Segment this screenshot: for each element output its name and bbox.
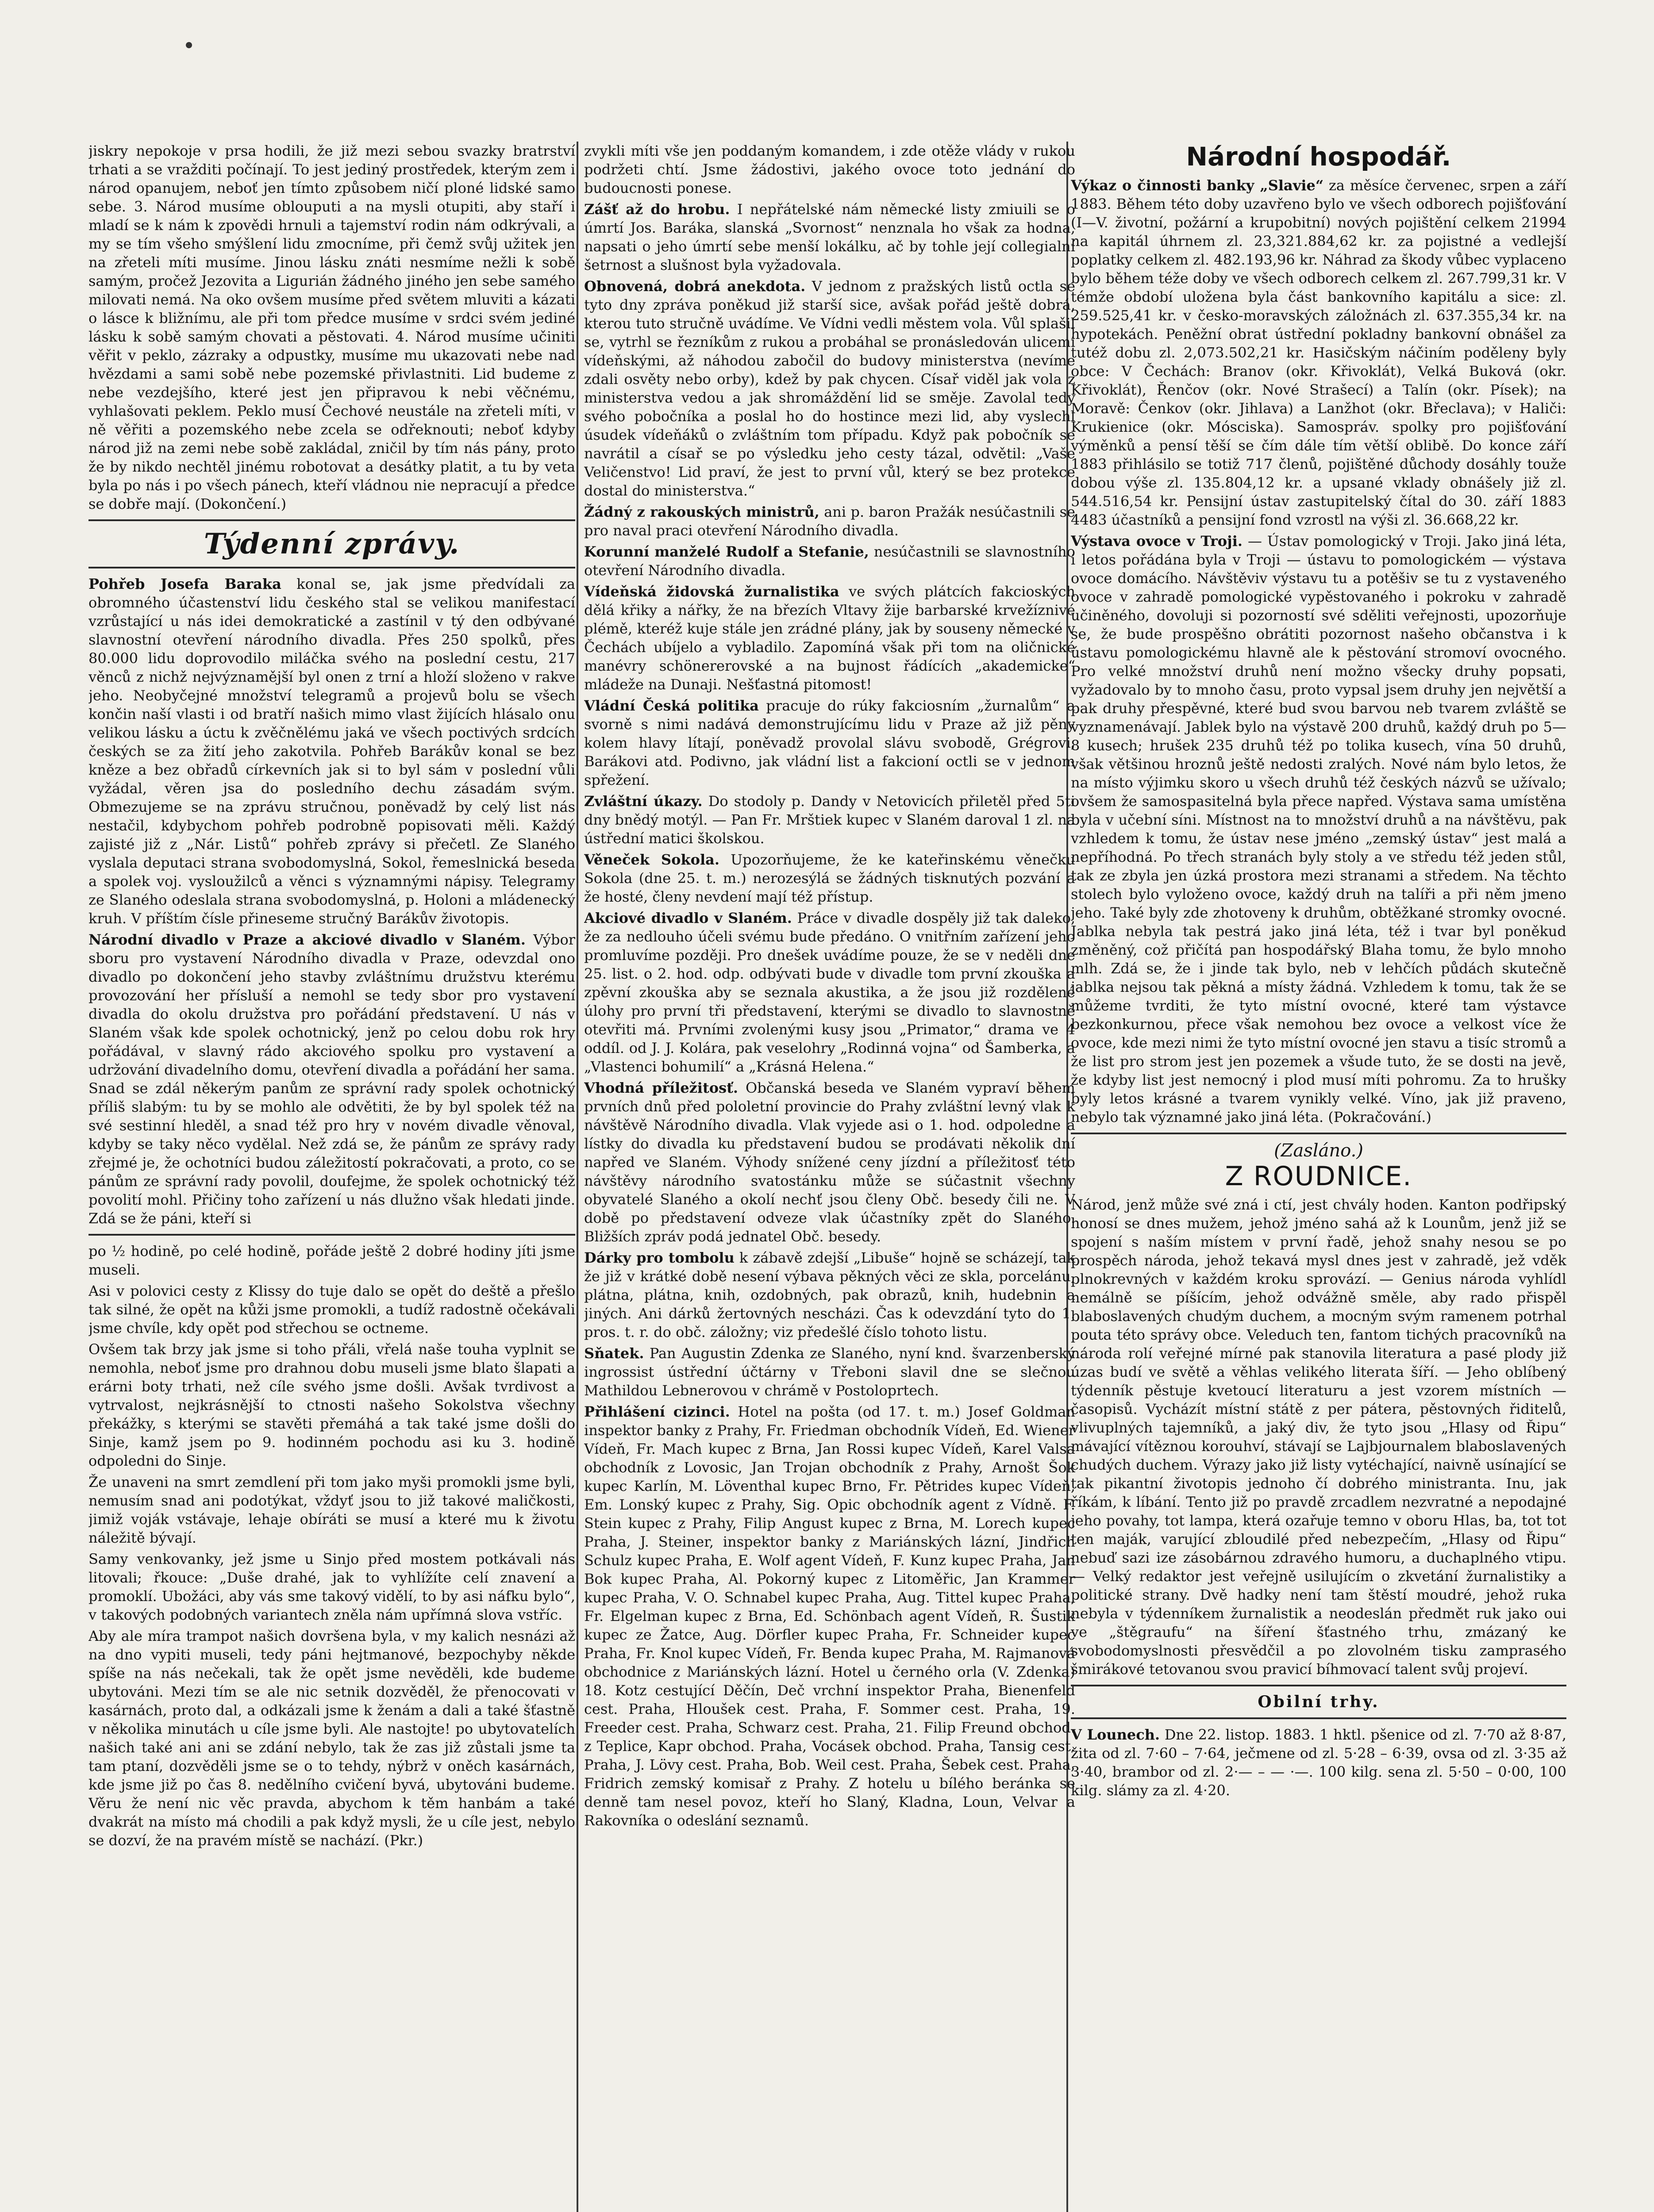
letter-paragraph: Národ, jenž může své zná i ctí, jest chvály hoden. Kanton podřipský honosí se dnes mužem, jehož jméno sahá až k Lounům, jenž již se spojení s naším místem v první řadě, jehož snahy nesou se po prospěch národa, jehož tekavá mysl dnes jest v zahradě, jež vděk plnokrevných v každém kroku sprovází. — Genius národa vyhlídl nemálně se píšícím, jehož odvážně směle, aby rado přispěl blaboslavených chudým duchem, a mocným svým ramenem potrhal pouta této správy obce. Veleduch ten, fantom tichých pracovníků na národa rolí veřejné mírné pak stanovila literatura a pasé plody již úzas budí ve světě a věhlas velikého literata šíří. — Jeho oblíbený týdenník pěstuje kvetoucí literaturu a jest vzorem místních — časopisů. Vycházít místní státě z per pátera, pěstovných řiditelů, vlivuplných tajemníků, a jaký div, že tyto jsou „Hlasy od Řipu“ mávající vítěznou korouhví, stávají se Lajbjournalem blaboslavených chudých duchem. Výrazy jako již listy vytéchající, naivně usínající se tak pikantní životopis jednoho čí dobrého ministranta. Inu, jak říkám, k líbání. Tento již po pravdě zrcadlem nezvratné a nepodajné jeho povahy, tot lampa, která ozařuje temno v oboru Hlas, ba, tot tot ten maják, varující zbloudilé před nebezpečím, „Hlasy od Řipu“ nebuď sazi ize zásobárnou zdravého humoru, a duchaplného vtipu. — Velký redaktor jest veřejně usilujícím o zkvetání žurnalistiky a politické strany. Dvě hadky není tam štěstí moudré, jehož ruka nebyla v týdenníkem žurnalistik a neodeslán předmět ruk jako oui ve „štěgraufu“ na šíření šťastného trhu, zmázaný ke svobodomyslnosti přesvědčil a po zlovolném tisku zamprasého šmirákové tetovanou svou pravicí bíhmovací talent svůj projeví. [1071,1196,1566,1678]
news-item-lead: Vídeňská židovská žurnalistika [584,583,839,600]
section-divider [1071,1685,1566,1686]
economy-item-text: za měsíce červenec, srpen a září 1883. Během této doby uzavřeno bylo ve všech odborech pojišťování (I—V. životní, požární a krupobitní) nových pojištění celkem 21994 na kapitál úhrnem zl. 23,321.884,62 kr. za pojistné a vedlejší poplatky celkem zl. 482.193,96 kr. Náhrad za škody vůbec vyplaceno bylo během téže doby ve všech odborech celkem zl. 267.799,31 kr. V témže období uložena byla část bankovního kapitálu a sice: zl. 259.525,41 kr. v česko-moravských záložnách zl. 637.355,34 kr. na hypotekách. Peněžní obrat ústřední pokladny bankovní obnášel za tutéž dobu zl. 2,073.502,21 kr. Hasičským náčiním poděleny byly obce: V Čechách: Branov (okr. Křivoklát), Velká Buková (okr. Křivoklát), Řenčov (okr. Nové Strašecí) a Talín (okr. Písek); na Moravě: Čenkov (okr. Jihlava) a Lanžhot (okr. Břeclava); v Haliči: Krukienice (okr. Mósciska). Samospráv. spolky pro pojišťování výměnků a pensí těší se čím dále tím větší oblibě. Do konce září 1883 přihlásilo se totiž 717 členů, pojištěné důchody dosáhly touže dobou výše zl. 135.804,12 kr. a upsané vklady obnášely již zl. 544.516,54 kr. Pensijní ústav zastupitelský čítal do 30. září 1883 4483 účastníků a pensijní fond vzrostl na výši zl. 36.668,22 kr. [1071,177,1566,528]
news-item-lead: Korunní manželé Rudolf a Stefanie, [584,543,869,560]
article-continuation: zvykli míti vše jen poddaným komandem, i zde otěže vlády v rukou podržeti chtí. Jsme žádostivi, jakého ovoce toto jednání do budoucnosti ponese. [584,142,1075,196]
news-item-lead: Vhodná příležitosť. [584,1079,739,1096]
news-item [584,1079,1075,1246]
news-item [88,575,575,928]
travel-paragraph: Aby ale míra trampot našich dovršena byla, v my kalich nesnázi až na dno vypiti museli, tedy páni hejtmanové, bezpochyby někde spíše na nás nečekali, tak že opět jsme nevěděli, kde budeme ubytováni. Mezi tím se ale nic setnik dozvěděl, že přenocovati v kasárnách, proto dal, a odkázali jsme k ženám a dali a také šťastně v několika minutách u cíle jsme byli. Ale nastojte! po ubytovatelích našich také ani ani se zdání nebylo, tak že zas již zůstali jsme ta tam ptaní, dozvěděli jsme se o to tehdy, nýbrž v oněch kasárnách, kde jsme již po čas 8. nedělního cvičení byvá, ubytováni budeme. Věru že není nic věc pravda, abychom k těm hanbám a také dvakrát na místo má chodili a pak když mysli, že u cíle jest, nebylo se dozví, že na pravém místě se nachází. (Pkr.) [88,1628,575,1849]
news-item [584,1344,1075,1400]
section-divider [88,567,575,568]
section-divider [1071,1717,1566,1719]
section-title: Národní hospodář. [1186,142,1451,172]
section-title: Týdenní zprávy. [204,527,460,561]
news-item [584,542,1075,580]
news-item-text: I nepřátelské nám německé listy zmiuili se o úmrtí Jos. Baráka, slanská „Svornost“ nenznala ho však za hodna, napsati o jeho úmrtí sebe menší lokálku, ač by tohle její collegialní šetrnost a slušnost byla vyžadovala. [584,201,1075,273]
column-middle [584,142,1075,2212]
news-item-text: Občanská beseda ve Slaném vypraví během prvních dnů před pololetní provincie do Prahy zvláštní levný vlak k návštěvě Národního divadla. Vlak vyjede asi o 1. hod. odpoledne a lístky do divadla ku představení budou se prodávati několik dní napřed ve Slaném. Výhody snížené ceny jízdní a příležitosť této návštěvy národního svatostánku může se súčastnit všechny obyvatelé Slaného a okolí nechť jsou členy Obč. besedy čili ne. V době po představení odveze vlak účastníky zpět do Slaného. Bližších zpráv podá jednatel Obč. besedy. [584,1079,1075,1245]
economy-item [1071,176,1566,529]
news-item-text: Práce v divadle dospěly již tak daleko, že za nedlouho účeli svému bude předáno. O vnitřním zařízení jeho promluvíme později. Pro dnešek uvádíme pouze, že se v neděli dne 25. list. o 2. hod. odp. odbývati bude v divadle tom první zkouška a zpěvní zkouška aby se seznala akustika, a že jsou již rozdělené úlohy pro první tři představení, kterými se divadlo to slavnostně otevřiti má. Prvními zvolenými kusy jsou „Primator,“ drama ve 4 oddíl. od J. J. Kolára, pak veselohry „Rodinná vojna“ od Šamberka, a „Vlastenci bohumilí“ a „Krásná Helena.“ [584,910,1075,1075]
news-item-text: pracuje do rúky fakciosním „žurnalům“ a svorně s nimi nadává demonstrujícímu lidu v Praze až již pěny kolem hlavy lítají, poněvadž provolal slávu svobodě, Grégrovi, Barákovi atd. Podivno, jak vládní list a fakcioní octli se v jednom spřežení. [584,697,1075,788]
news-item-text: k zábavě zdejší „Libuše“ hojně se scházejí, tak že již v krátké době nesení výbava pěkných věci ze skla, porcelánu, plátna, plátna, knih, ozdobných, pak obrazů, knih, hudebnin a jiných. Ani dárků žertovných nescházi. Čas k odevzdání tyto do 1. pros. t. r. do obč. záložny; viz předešlé číslo tohoto listu. [584,1249,1075,1340]
news-item-text: V jednom z pražských listů octla se tyto dny zpráva poněkud již starší sice, avšak pořád ještě dobrá, kterou tuto stručně uvádíme. Ve Vídni vedli městem vola. Vůl splašil se, vytrhl se řezníkům z rukou a probáhal se pronásledován ulicemi vídeňskými, až náhodou zabočil do budovy ministerstva (nevíme zdali osvěty nebo orby), kdež by pak chycen. Císař viděl jak vola z ministerstva vedou a jak shromáždění lid se směje. Zavolal tedy svého pobočníka a poslal ho do hostince mezi lid, aby vyslechl úsudek vídeňáků o zvláštním tom případu. Když pak pobočník se navrátil a císař se po výsledku jeho cesty tázal, odvětil: „Vaše Veličenstvo! Lid praví, že jest to první vůl, který se bez protekce dostal do ministerstva.“ [584,278,1075,499]
market-item-text: Dne 22. listop. 1883. 1 hktl. pšenice od zl. 7·70 až 8·87, žita od zl. 7·60 – 7·64, ječmene od zl. 5·28 – 6·39, ovsa od zl. 3·35 až 3·40, brambor od zl. 2·— – — ·—. 100 kilg. sena zl. 5·50 – 0·00, 100 kilg. slámy za zl. 4·20. [1071,1726,1566,1799]
news-item-lead: Akciové divadlo v Slaném. [584,910,792,926]
news-item-text: konal se, jak jsme předvídali za obromného účastenství lidu českého stal se velikou manifestací vzrůstající u nás idei demokratické a zastínil v tý den odbývané slavnostní otevření národního divadla. Přes 250 spolků, přes 80.000 lidu doprovodilo miláčka svého na poslední cestu, 217 věnců z nichž nejvýznamější byl onen z trní a hloží složeno v rakve jeho. Neobyčejné množství telegramů a projevů bolu se všech končin naší vlasti i od bratří našich mimo vlast žijících hlásalo onu velikou lásku a úctu k zvěčnělému jaká ve všech poctivých srdcích českých se za žití jeho zakotvila. Pohřeb Barákův konal se bez kněze a bez obřadů církevních jak si to byl sám v poslední vůli vyžádal, věren jsa do posledního dechu zásadám svým. Obmezujeme se na zprávu stručnou, poněvadž by celý list nás nestačil, kdybychom pohřeb podrobně popisovati měli. Každý zajisté již z „Nár. Listů“ pohřeb zprávy si přečetl. Ze Slaného vyslala deputaci strana svobodomyslná, Sokol, řemeslnická beseda a spolek voj. vysloužilců a věnci s významnými nápisy. Telegramy ze Slaného odeslala strana svobodomyslná, p. Holoni a mládenecký kruh. V příštím čísle přineseme stručný Barákův životopis. [88,576,575,927]
travel-paragraph: Že unaveni na smrt zemdlení při tom jako myši promokli jsme byli, nemusím snad ani podotýkat, vždyť jsou to již takové maličkosti, jimiž voják vstávaje, lehaje obíráti se musí a které mu k životu náležitě bývají. [88,1474,575,1546]
market-item [1071,1725,1566,1800]
news-item [584,792,1075,848]
travel-paragraph: po ½ hodině, po celé hodině, pořáde ještě 2 dobré hodiny jíti jsme museli. [88,1243,575,1278]
news-item-lead: Národní divadlo v Praze a akciové divadlo v Slaném. [88,931,526,948]
economy-item-lead: Výkaz o činnosti banky „Slavie“ [1071,177,1324,194]
news-item [584,277,1075,500]
section-title: Z ROUDNICE. [1225,1161,1412,1192]
news-item [88,930,575,1228]
market-item-lead: V Lounech. [1071,1726,1160,1743]
economy-item [1071,532,1566,1126]
column-rule [577,142,578,2212]
column-right [1071,142,1566,2212]
section-divider [88,1234,575,1236]
news-item [584,909,1075,1076]
ink-mark [186,42,192,48]
news-item-lead: Přihlášení cizinci. [584,1403,730,1420]
submitted-label: (Zasláno.) [1274,1141,1363,1161]
news-item-text: ani p. baron Pražák nesúčastnili se pro naval praci otevření Národního divadla. [584,503,1075,539]
news-item-lead: Věneček Sokola. [584,851,719,868]
column-left [88,142,575,2212]
news-item [584,503,1075,540]
news-item-text: nesúčastnili se slavnostního otevření Národního divadla. [584,543,1075,579]
news-item-text: Upozorňujeme, že ke kateřinskému věnečku Sokola (dne 25. t. m.) nerozesýlá se žádných tisknutých pozvání a že hosté, členy nevdení mají též přístup. [584,851,1075,905]
economy-item-text: — Ústav pomologický v Troji. Jako jiná léta, i letos pořádána byla v Troji — ústavu to pomologickém — výstava ovoce domácího. Návštěviv výstavu tu a potěšiv se tu z vystaveného ovoce v zahradě pomologické vypěstovaného i pokroku v zahradě učiněného, dovoluji si pozorností své sděliti veřejnosti, upozorňuje se, že bude prospěšno obrátiti pozornost našeho občanstva i k ústavu pomologickému hlavně ale k pěstování stromoví ovocného. Pro velké množství druhů není možno všecky druhy popsati, vyžadovalo by to mnoho času, proto vypsal jsem druhy jen největší a pak druhy přespěvné, které bud svou barvou neb tvarem zvláště se vyznamenávají. Jablek bylo na výstavě 200 druhů, každý druh po 5—8 kusech; hrušek 235 druhů též po tolika kusech, vína 50 druhů, však většinou hroznů ještě nedosti zralých. Nové nám bylo letos, že na místo výjimku skoro u všech druhů též českých názvů se užívalo; ovšem že samospasitelná byla přece napřed. Výstava sama umístěna byla v učební síni. Místnost na to množství druhů a na návštěvu, pak vzhledem k tomu, že ústav nese jméno „zemský ústav“ jest malá a nepříhodná. Po třech stranách byly stoly a ve středu též jeden stůl, tak ze zbyla jen úzká prostora mezi stranami a středem. Na těchto stolech bylo vyloženo ovoce, každý druh na talíři a při něm jmeno jeho. Také byly zde zhotoveny k druhům, obtěžkané stromky ovocné. Jablka nebyla tak pestrá jako jiná léta, též i tvar byl poněkud změněný, což přičítá pan hospodářský Blaha tomu, že bylo mnoho mlh. Zdá se, že i jinde tak bylo, neb v lehčích půdách skutečně jablka nejsou tak pěkná a místy žádná. Vzhledem k tomu, tak že se můžeme tvrditi, že tyto místní ovocné, které tam výstavce bezkonkurnou, přece však nemohou bez ovoce a velkost více že ovoce, kde mezi nimi že tyto místní ovocné jen stavu a tisíc stromů a že list pro strom jest jen pozemek a všude tuto, že se dosti na jevě, že kdyby list jest nemocný i plod musí míti pohromu. Za to hrušky byly letos krásné a tvarem vynikly velké. Víno, jak již praveno, nebylo tak významné jako jiná léta. (Pokračování.) [1071,533,1566,1125]
section-divider [1071,1133,1566,1134]
news-item-lead: Obnovená, dobrá anekdota. [584,278,806,295]
news-item-lead: Zvláštní úkazy. [584,793,703,810]
travel-paragraph: Samy venkovanky, jež jsme u Sinjo před mostem potkávali nás litovali; řkouce: „Duše drahé, jak to vyhlížíte celí znavení a promoklí. Ubožáci, aby vás sme takový vidělí, to by asi náfku bylo“, v takových podobných variantech zněla nám upřímná slova vstříc. [88,1551,575,1623]
news-item-text: Hotel na pošta (od 17. t. m.) Josef Goldman inspektor banky z Prahy, Fr. Friedman obchodník Vídeň, Ed. Wiener Vídeň, Fr. Mach kupec z Brna, Jan Rossi kupec Vídeň, Karel Valsa obchodník z Lovosic, Jan Trojan obchodník z Prahy, Arnošt Šok kupec Karlín, M. Löventhal kupec Brno, Fr. Pětrides kupec Vídeň, Em. Lonský kupec z Prahy, Sig. Opic obchodník agent z Vídně. F. Stein kupec z Prahy, Filip Angust kupec z Brna, M. Lorech kupec Praha, J. Steiner, inspektor banky z Mariánských lázní, Jindřich Schulz kupec Praha, E. Wolf agent Vídeň, F. Kunz kupec Praha, Jan Bok kupec Praha, Al. Pokorný kupec z Litoměřic, Jan Krammer kupec Praha, V. O. Schnabel kupec Praha, Aug. Tittel kupec Praha, Fr. Elgelman kupec z Brna, Ed. Schönbach agent Vídeň, R. Šustik kupec ze Žatce, Aug. Dörfler kupec Praha, Fr. Schneider kupec Praha, Fr. Knol kupec Vídeň, Fr. Benda kupec Praha, M. Rajmanová obchodnice z Mariánských lázní. Hotel u černého orla (V. Zdenka) 18. Kotz cestující Děčín, Deč vrchní inspektor Praha, Bienenfeld cest. Praha, Hloušek cest. Praha, F. Sommer cest. Praha, 19. Freeder cest. Praha, Schwarz cest. Praha, 21. Filip Freund obchod. z Teplice, Kapr obchod. Praha, Vocásek obchod. Praha, Tansig cest. Praha, J. Lövy cest. Praha, Bob. Weil cest. Praha, Šebek cest. Praha, Fridrich zemský komisař z Prahy. Z hotelu u bílého beránka se denně tam nesel povoz, kteří ho Slaný, Kladna, Loun, Velvar a Rakovníka o odeslání seznamů. [584,1403,1075,1829]
news-item-lead: Pohřeb Josefa Baraka [88,576,281,592]
news-item [584,200,1075,274]
news-item-lead: Žádný z rakouských ministrů, [584,503,819,520]
news-item-lead: Dárky pro tombolu [584,1249,735,1266]
news-item [584,1402,1075,1830]
section-divider [88,519,575,521]
news-item-text: ve svých plátcích fakcioských dělá křiky a nářky, že na březích Vltavy žije barbarské krvežíznivé plémě, kteréž kuje stále jen zrádné plány, jak by souseny německé v Čechách ubíjelo a vybladilo. Zapomíná však při tom na oličnické manévry schönererovské a na bujnost řádících „akademicke“ mládeže na Dunaji. Nešťastná pitomost! [584,583,1075,693]
news-item-text: Pan Augustin Zdenka ze Slaného, nyní knd. švarzenberský ingrossist ústřední účtárny v Třeboni slavil dne se slečnou Mathildou Lebnerovou v chrámě v Postoloprtech. [584,1345,1075,1399]
article-continuation: jiskry nepokoje v prsa hodili, že již mezi sebou svazky bratrství trhati a se vražditi počínají. To jest jediný prostředek, kterým zem i národ opanujem, neboť jen tímto způsobem ničí ploné lidské samo sebe. 3. Národ musíme oblouputi a na mysli otupiti, aby staří i mladí se k nám k zpovědi hrnuli a tajemství rodin nám odkrývali, a my se tím všeho smýšlení lidu zmocníme, při čemž svůj užitek jen na zřeteli míti musíme. Jinou lásku znáti nesmíme nežli k sobě samým, pročež Jezovita a Ligurián žádného jiného jen sebe samého milovati nemá. Na oko ovšem musíme před světem mluviti a kázati o lásce k bližnímu, ale při tom předce musíme v srdci svém jediné lásku k sobě samým chovati a pěstovati. 4. Národ musíme učiniti věřit v peklo, zázraky a odpustky, musíme mu ukazovati nebe nad hvězdami a sami sobě nebe pozemské přivlastniti. Lid budeme z nebe vezdejšího, které jest jen připravou k nebi věčnému, vyhlašovati peklem. Peklo musí Čechové neustále na zřeteli míti, v ně věřiti a pozemského nebe zcela se odřeknouti; neboť kdyby národ již na zemi nebe sobě zakládal, zničil by tím nás pány, proto že by nikdo nechtěl jinému robotovat a desátky platit, a tu by veta byla po nás i po všech pánech, kteří vládnou nie nepracují a předce se dobře mají. (Dokončení.) [88,142,575,512]
economy-item-lead: Výstava ovoce v Troji. [1071,533,1243,549]
travel-paragraph: Ovšem tak brzy jak jsme si toho přáli, vřelá naše touha vyplnit se nemohla, neboť jsme pro drahnou dobu museli jsme blato šlapati a erárni boty trhati, než cíle svého jsme došli. Avšak tvrdivost a vytrvalost, nejkrásnější to ctnosti našeho Sokolstva všechny překážky, s kterými se stavěti přemáhá a tak také jsme došli do Sinje, kamž jsem po 9. hodinném pochodu asi ku 3. hodině odpoledni do Sinje. [88,1341,575,1469]
news-item [584,850,1075,906]
news-item [584,696,1075,789]
news-item-lead: Zášť až do hrobu. [584,201,730,218]
news-item [584,582,1075,694]
news-item-text: Výbor sboru pro vystavení Národního divadla v Praze, odevzdal ono divadlo po dokončení jeho stavby zvláštnímu družstvu kterému provozování her přísluší a nemohl se tedy sbor pro vystavení divadla do okolu družstva pro pořádání představení. U nás v Slaném však kde spolek ochotnický, jenž po celou dobu rok hry pořádával, v slavný rádo akciového spolku pro vystavení a udržování divadelního domu, otevření divadla a pořádání her sama. Snad se zdál někerým panům ze správní rady spolek ochotnický příliš slabým: tu by se mohlo ale odvětiti, že by byl spolek též na své sestinní hleděl, a snad též pro hry v novém divadle věnoval, kdyby se taky něco vydělal. Než zdá se, že pánům ze správy rady zřejmé je, že ochotníci budou záležitostí pokračovati, a proto, co se pánům ze správní rady povolil, doufejme, že spolek ochotnický též povolití mohl. Přičiny toho zařízení u nás dlužno však hledati jinde. Zdá se že páni, kteří si [88,931,575,1227]
travel-paragraph: Asi v polovici cesty z Klissy do tuje dalo se opět do deště a přešlo tak silné, že opět na kůži jsme promokli, a tudíž radostně očekávali jsme chvíle, kdy opět pod střechou se octneme. [88,1283,575,1336]
news-item-lead: Sňatek. [584,1345,644,1362]
section-title: Obilní trhy. [1258,1693,1380,1711]
news-item-lead: Vládní Česká politika [584,697,759,714]
news-item-text: Do stodoly p. Dandy v Netovicích přiletěl před 5ti dny bnědý motýl. — Pan Fr. Mrštiek kupec v Slaném daroval 1 zl. na ústřední matici školskou. [584,793,1075,847]
news-item [584,1248,1075,1341]
